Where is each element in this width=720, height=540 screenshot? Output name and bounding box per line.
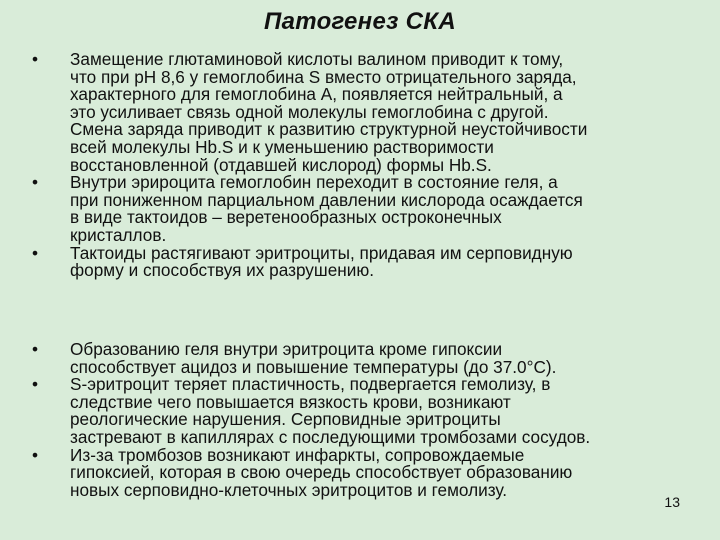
bullet-item <box>28 341 673 376</box>
bullet-line: способствует ацидоз и повышение температуры (до 37.0°С). <box>70 356 557 377</box>
bullet-line: Образованию геля внутри эритроцита кроме гипоксии <box>70 339 503 359</box>
bullet-item <box>28 444 673 500</box>
bullet-line: восстановленной (отдавшей кислород) формы Hb.S. <box>70 154 492 175</box>
bullet-line: что при pH 8,6 у гемоглобина S вместо отрицательного заряда, <box>70 66 577 87</box>
slide-title: Патогенез СКА <box>264 8 456 35</box>
bullet-line: всей молекулы Hb.S и к уменьшению растворимости <box>70 136 494 157</box>
bullet-text <box>70 51 673 174</box>
bullet-line: Из-за тромбозов возникают инфаркты, сопровождаемые <box>70 444 525 465</box>
bullet-line: Тактоиды растягивают эритроциты, придавая им серповидную <box>70 242 573 263</box>
bullet-item <box>28 51 673 174</box>
bullet-dot: • <box>31 444 39 465</box>
bullet-line: новых серповидно-клеточных эритроцитов и гемолизу. <box>70 479 508 500</box>
bullet-line: следствие чего повышается вязкость крови, возникают <box>70 391 511 412</box>
bullet-text <box>70 376 673 446</box>
bullet-line: гипоксией, которая в свою очередь способствует образованию <box>70 462 573 483</box>
bullet-line: Внутри эрироцита гемоглобин переходит в состояние геля, а <box>70 172 558 193</box>
bullet-line: форму и способствуя их разрушению. <box>70 260 375 281</box>
bullet-line: при пониженном парциальном давлении кислорода осаждается <box>70 189 583 210</box>
bullet-line: в виде тактоидов – веретенообразных остроконечных <box>70 207 502 228</box>
bullet-line: реологические нарушения. Серповидные эритроциты <box>70 409 501 430</box>
bullet-dot: • <box>31 242 39 263</box>
page-number: 13 <box>664 494 680 510</box>
bullet-text <box>70 444 673 500</box>
bullet-dot: • <box>31 49 39 69</box>
bullet-text <box>70 174 673 244</box>
bullet-text <box>70 242 673 281</box>
bullet-list-group-2 <box>28 341 673 499</box>
bullet-list-group-1 <box>28 51 673 280</box>
bullet-line: это усиливает связь одной молекулы гемоглобина с другой. <box>70 101 549 122</box>
bullet-line: застревают в капиллярах с последующими тромбозами сосудов. <box>70 426 591 447</box>
bullet-line: S-эритроцит теряет пластичность, подвергается гемолизу, в <box>70 374 551 395</box>
bullet-line: кристаллов. <box>70 224 167 245</box>
bullet-item <box>28 242 673 281</box>
bullet-line: Смена заряда приводит к развитию структурной неустойчивости <box>70 119 588 140</box>
bullet-dot: • <box>31 339 39 359</box>
bullet-item <box>28 174 673 244</box>
bullet-dot: • <box>31 374 39 395</box>
bullet-dot: • <box>31 172 39 193</box>
bullet-item <box>28 376 673 446</box>
bullet-line: Замещение глютаминовой кислоты валином приводит к тому, <box>70 49 564 69</box>
bullet-line: характерного для гемоглобина А, появляется нейтральный, а <box>70 84 563 105</box>
bullet-text <box>70 341 673 376</box>
